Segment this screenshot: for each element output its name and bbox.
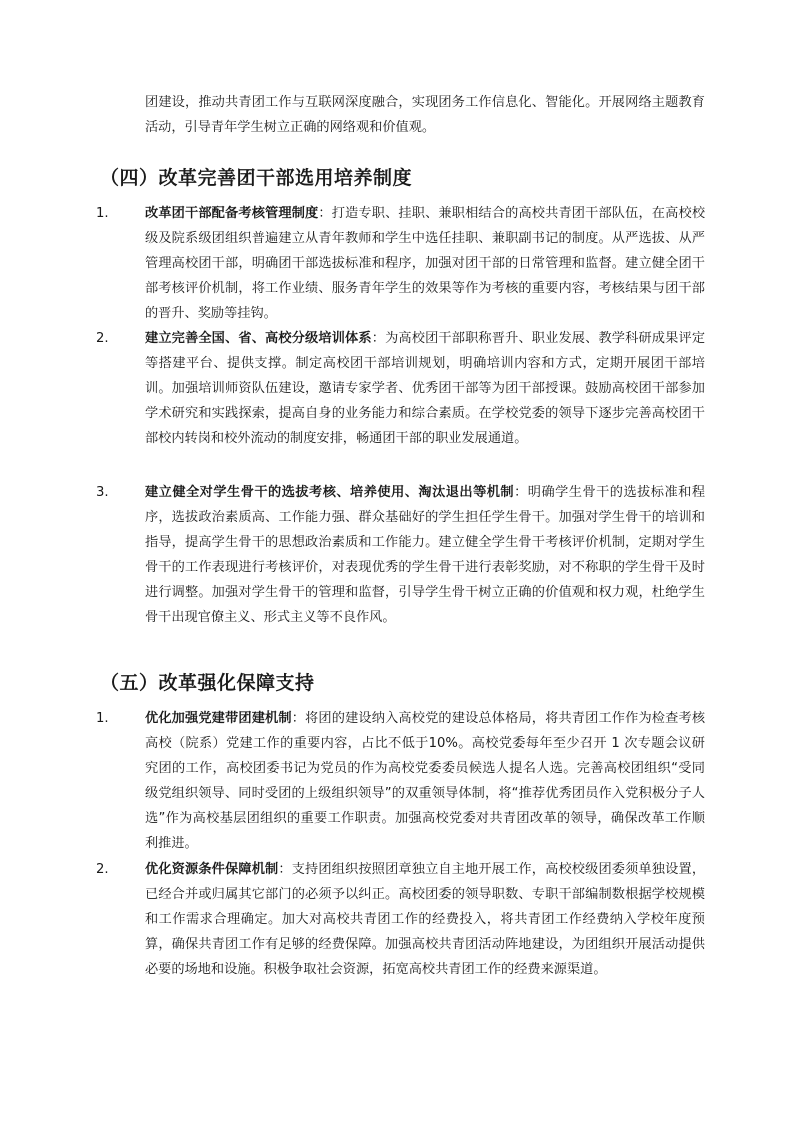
list-item-lead: 建立健全对学生骨干的选拔考核、培养使用、淘汰退出等机制 <box>145 485 515 500</box>
list-item-text: ：打造专职、挂职、兼职相结合的高校共青团干部队伍，在高校校级及院系级团组织普遍建立从青年教师和学生中选任挂职、兼职副书记的制度。从严选拔、从严管理高校团干部，明确团干部选拔标准和程序，加强对团干部的日常管理和监督。建立健全团干部考核评价机制，将工作业绩、服务青年学生的效果等作为考核的重要内容，考核结果与团干部的晋升、奖励等挂钩。 <box>145 206 706 321</box>
list-item-lead: 优化加强党建带团建机制 <box>145 711 292 726</box>
list-item-body <box>145 201 705 326</box>
list-item-lead: 建立完善全国、省、高校分级培训体系 <box>145 331 372 346</box>
list-item-lead: 改革团干部配备考核管理制度 <box>145 206 319 221</box>
list-number: 2. <box>96 331 109 346</box>
list-number: 1. <box>96 206 109 221</box>
list-item-body <box>145 857 705 982</box>
list-item-text: ：将团的建设纳入高校党的建设总体格局，将共青团工作作为检查考核高校（院系）党建工作的重要内容，占比不低于10%。高校党委每年至少召开 1 次专题会议研究团的工作，高校团委书记为党员的作为高校党委委员候选人提名人选。完善高校团组织“受同级党组织领导、同时受团的上级组织领导”的双重领导体制，将“推荐优秀团员作入党积极分子人选”作为高校基层团组织的重要工作职责。加强高校党委对共青团改革的领导，确保改革工作顺利推进。 <box>145 711 706 851</box>
intro-paragraph: 团建设，推动共青团工作与互联网深度融合，实现团务工作信息化、智能化。开展网络主题教育活动，引导青年学生树立正确的网络观和价值观。 <box>145 95 705 135</box>
list-number: 3. <box>96 485 109 500</box>
list-number: 2. <box>96 862 109 877</box>
list-item-body <box>145 706 705 856</box>
list-number: 1. <box>96 711 109 726</box>
list-item-text: ：支持团组织按照团章独立自主地开展工作，高校校级团委须单独设置，已经合并或归属其它部门的必须予以纠正。高校团委的领导职数、专职干部编制数根据学校规模和工作需求合理确定。加大对高校共青团工作的经费投入，将共青团工作经费纳入学校年度预算，确保共青团工作有足够的经费保障。加强高校共青团活动阵地建设，为团组织开展活动提供必要的场地和设施。积极争取社会资源，拓宽高校共青团工作的经费来源渠道。 <box>145 862 706 977</box>
list-item-lead: 优化资源条件保障机制 <box>145 862 279 877</box>
section-4-heading: （四）改革完善团干部选用培养制度 <box>100 167 413 189</box>
list-item-text: ：明确学生骨干的选拔标准和程序，选拔政治素质高、工作能力强、群众基础好的学生担任学生骨干。加强对学生骨干的培训和指导，提高学生骨干的思想政治素质和工作能力。建立健全学生骨干考核评价机制，定期对学生骨干的工作表现进行考核评价，对表现优秀的学生骨干进行表彰奖励，对不称职的学生骨干及时进行调整。加强对学生骨干的管理和监督，引导学生骨干树立正确的价值观和权力观，杜绝学生骨干出现官僚主义、形式主义等不良作风。 <box>145 485 706 625</box>
list-item-body <box>145 480 705 630</box>
section-5-heading: （五）改革强化保障支持 <box>100 672 315 694</box>
list-item-body <box>145 326 705 451</box>
list-item-text: ：为高校团干部职称晋升、职业发展、教学科研成果评定等搭建平台、提供支撑。制定高校团干部培训规划，明确培训内容和方式，定期开展团干部培训。加强培训师资队伍建设，邀请专家学者、优秀团干部等为团干部授课。鼓励高校团干部参加学术研究和实践探索，提高自身的业务能力和综合素质。在学校党委的领导下逐步完善高校团干部校内转岗和校外流动的制度安排，畅通团干部的职业发展通道。 <box>145 331 706 446</box>
